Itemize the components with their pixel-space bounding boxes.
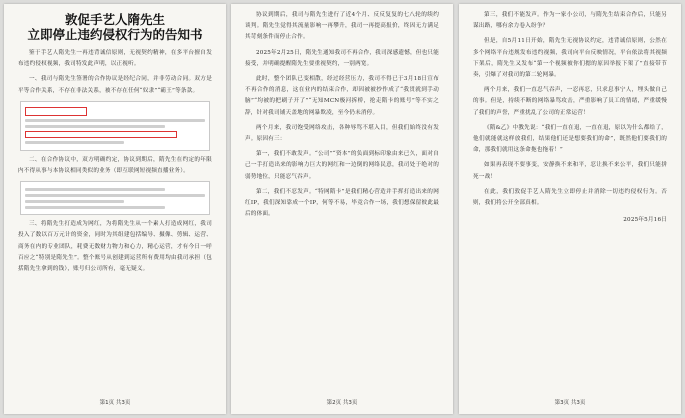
document-page-1 [4,4,226,414]
page-subtitle: 立即停止违约侵权行为的告知书 [27,27,203,42]
document-page-3 [459,4,681,414]
page-number: 第1页 共3页 [99,400,131,406]
page-number: 第2页 共3页 [326,400,358,406]
paragraph: 二、在合作协议中，双方明确约定，协议到期后，隋先生在约定的年限内不得从事与本协议相同类似的业务（即互联网短视频直播业务）。 [18,156,212,175]
page-number: 第3页 共3页 [554,400,586,406]
page-title: 敦促手艺人隋先生 [64,12,165,27]
paragraph: 如果再表现不要事变，安静换不来和平，忍让换不来公平，我们只能拼死一战！ [473,162,667,180]
paragraph: 两个月来，我司饱受网络攻击，各种辱骂不堪入目，但我们始终没有发声。原因有三： [245,124,439,143]
document-date: 2025年5月16日 [623,217,667,224]
highlight-box [25,107,87,116]
paragraph: 协议到期后，我司与隋先生进行了近4个月、反反复复的七八轮的续约谈判。隋先生觉得其流量影响一再攀升，我司一再提高报价，终因无力满足其苛刻条件而停止合作。 [245,12,439,41]
paragraph: 第一，我们不敢发声。“公司”“资本”的负面到标印象由来已久，面对自己一手打造出来的影响力巨大的网红和一边倒的网络民意，我司处于绝对的弱势地位，只能忍气吞声。 [245,151,439,180]
image-text-line [25,125,165,128]
paragraph: 第三，我们不能发声。作为一家小公司，与隋先生结束合作后，只能另谋出路，哪有余力卷入纷争？ [473,12,667,30]
image-text-line [25,206,165,209]
image-text-line [25,194,205,197]
paragraph: 2025年2月25日，隋先生通知我司不再合作，我司深感遗憾，但也只能接受，并明确提醒隋先生要重视契约，一别两宽。 [245,49,439,67]
paragraph: 此时，整个团队已变相散，经过经营压力，我司不得已于3月18日宣布不再合作的消息，这在业内的结束合作，却因被被抄作成了“我贯就到手动脑”“均被的把刷子开了”“无知MCN极河拆桥，抢走隋卡的账号”等不实之辞，针对我司铺天盖地的网暴欺凌，至今仍未消停。 [245,76,439,116]
highlight-box [25,131,177,138]
image-text-line [25,200,124,203]
paragraph: 第二，我们不忍发声。“特网隋卡”是我们精心营造并手挥打造出来的网红IP，我们深知靠成一个IP，何等不易，毕竟合作一场，我们想保留彼此最后的体面。 [245,188,439,218]
image-text-line [25,119,205,122]
image-text-line [25,141,124,144]
paragraph: 两个月来，我们一直忍气吞声，一忍再忍，只求息事宁人，埋头做自己的事。但是，持续不断的网络暴骂攻击，严重影响了员工的情绪，严重缓慢了我们的声誉，严重扰乱了公司的正常运营！ [473,87,667,116]
paragraph: 三、将隋先生打造成为网红，为将隋先生从一个素人打造成网红，我司投入了数以百万元计的资金，同时为其组建包括编导、摄像、剪辑、运营、商务在内的专业团队，耗费无数财力物力和心力，精心运营，才有今日一呼百应之“特别是隋先生”。整个账号从创建到运营所有费用均由我司承担（包括隋先生拿到的钱），账号归公司所有，毫无疑义。 [18,221,212,273]
paragraph: 一、我司与隋先生签署的合作协议是经纪合同，并非劳动合同。双方是平等合作关系，不存在非法关系，被不存在任何“奴隶”“霸王”等条款。 [18,76,212,94]
image-text-line [25,188,165,191]
contract-screenshot-image [20,181,210,215]
paragraph: 在此，我们敦促手艺人隋先生立即停止并消除一切违约侵权行为。否则，我们将公开全部真相。 [473,188,667,207]
document-page-2 [231,4,453,414]
contract-screenshot-image [20,101,210,151]
paragraph: 但是，自5月11日开始，隋先生无视协议约定，违背诚信原则，公然在多个网络平台违规发布违约视频，我司向平台反映情况，平台依法将其视频下架后，隋先生又发布“第一个视频被你们摁的原因举报下架了”直接带节奏，引爆了对我司的第二轮网暴。 [473,38,667,79]
paragraph: 鉴于手艺人隋先生一再违背诚信原则，无视契约精神，在多平台擅自发布违约侵权视频，我司特发此声明，以正视听。 [18,50,212,68]
paragraph: 《隋&乙》中教先说：“我们一直在退，一直在退，原以为什么都给了，他们就能就这样放我们，结果他们还是想要我们的命”，既然他们要我们的命，那我们就用这条命拖也拖着！” [473,124,667,154]
